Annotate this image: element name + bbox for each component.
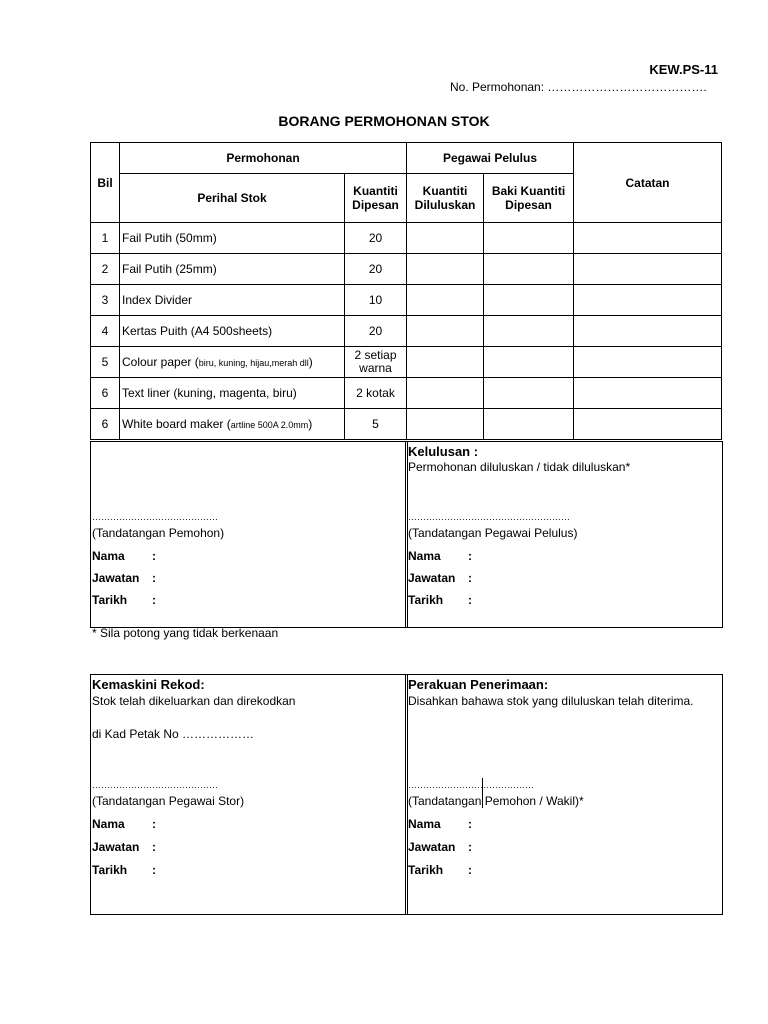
row-approved-qty[interactable]: [407, 378, 484, 409]
stock-table: [90, 142, 722, 440]
row-qty: 5: [345, 409, 407, 440]
row-bil: 3: [91, 285, 120, 316]
colon: :: [152, 593, 156, 607]
header-perihal-stok: Perihal Stok: [120, 174, 345, 223]
recipient-nama-label: Nama: [408, 817, 441, 831]
row-balance-qty[interactable]: [484, 285, 574, 316]
form-title: BORANG PERMOHONAN STOK: [278, 113, 490, 129]
header-baki-kuantiti: Baki Kuantiti Dipesan: [484, 174, 574, 223]
row-item: [120, 409, 345, 440]
row-approved-qty[interactable]: [407, 409, 484, 440]
request-number: No. Permohonan: ………………………………….: [450, 80, 707, 94]
colon: :: [468, 593, 472, 607]
header-permohonan: Permohonan: [120, 143, 407, 174]
row-approved-qty[interactable]: [407, 223, 484, 254]
table-row: [91, 409, 722, 440]
row-item: [120, 223, 345, 254]
applicant-tarikh-label: Tarikh: [92, 593, 128, 607]
colon: :: [468, 840, 472, 854]
row-bil: 6: [91, 378, 120, 409]
store-officer-signature-label: (Tandatangan Pegawai Stor): [92, 794, 245, 808]
item-text: Fail Putih (50mm): [122, 231, 217, 245]
row-qty: 2 setiap warna: [345, 347, 407, 378]
store-officer-signature-line: ……………………………………: [92, 780, 218, 790]
row-qty: 20: [345, 254, 407, 285]
recipient-tarikh-label: Tarikh: [408, 863, 444, 877]
row-remarks[interactable]: [574, 378, 722, 409]
applicant-signature-line: ……………………………………: [92, 512, 218, 522]
item-text: Text liner (kuning, magenta, biru): [122, 386, 297, 400]
header-pegawai-pelulus: Pegawai Pelulus: [407, 143, 574, 174]
row-item: [120, 285, 345, 316]
row-remarks[interactable]: [574, 316, 722, 347]
table-row: [91, 316, 722, 347]
row-qty: 2 kotak: [345, 378, 407, 409]
applicant-nama-label: Nama: [92, 549, 125, 563]
colon: :: [468, 571, 472, 585]
table-row: [91, 378, 722, 409]
item-close: ): [308, 355, 313, 369]
row-remarks[interactable]: [574, 285, 722, 316]
colon: :: [468, 863, 472, 877]
row-balance-qty[interactable]: [484, 409, 574, 440]
row-balance-qty[interactable]: [484, 378, 574, 409]
header-bil: Bil: [91, 143, 120, 223]
approver-jawatan-label: Jawatan: [408, 571, 456, 585]
row-item: [120, 254, 345, 285]
approver-signature-line: ………………………………………………: [408, 512, 570, 522]
approver-tarikh-label: Tarikh: [408, 593, 444, 607]
table-row: [91, 254, 722, 285]
row-approved-qty[interactable]: [407, 316, 484, 347]
row-approved-qty[interactable]: [407, 285, 484, 316]
store-nama-label: Nama: [92, 817, 125, 831]
receipt-heading: Perakuan Penerimaan:: [408, 677, 549, 692]
colon: :: [152, 840, 156, 854]
header-kuantiti-diluluskan: Kuantiti Diluluskan: [407, 174, 484, 223]
colon: :: [152, 863, 156, 877]
applicant-jawatan-label: Jawatan: [92, 571, 140, 585]
row-remarks[interactable]: [574, 409, 722, 440]
store-jawatan-label: Jawatan: [92, 840, 140, 854]
table-row: [91, 285, 722, 316]
row-bil: 5: [91, 347, 120, 378]
record-text: Stok telah dikeluarkan dan direkodkan: [92, 694, 296, 708]
colon: :: [152, 571, 156, 585]
row-remarks[interactable]: [574, 254, 722, 285]
item-text: Colour paper (: [122, 355, 199, 369]
row-approved-qty[interactable]: [407, 347, 484, 378]
item-detail: biru, kuning, hijau,merah dll: [198, 358, 309, 368]
footnote: * Sila potong yang tidak berkenaan: [92, 626, 279, 640]
row-remarks[interactable]: [574, 223, 722, 254]
row-bil: 2: [91, 254, 120, 285]
row-balance-qty[interactable]: [484, 223, 574, 254]
row-balance-qty[interactable]: [484, 254, 574, 285]
item-detail: artline 500A 2.0mm: [230, 420, 309, 430]
applicant-signature-label: (Tandatangan Pemohon): [92, 526, 225, 540]
row-remarks[interactable]: [574, 347, 722, 378]
recipient-signature-line: ……………………………………: [408, 780, 534, 790]
row-balance-qty[interactable]: [484, 347, 574, 378]
row-qty: 10: [345, 285, 407, 316]
colon: :: [468, 817, 472, 831]
row-approved-qty[interactable]: [407, 254, 484, 285]
header-catatan: Catatan: [574, 143, 722, 223]
colon: :: [152, 549, 156, 563]
approval-text: Permohonan diluluskan / tidak diluluskan*: [408, 460, 631, 474]
form-code: KEW.PS-11: [649, 62, 718, 77]
approver-nama-label: Nama: [408, 549, 441, 563]
approver-signature-label: (Tandatangan Pegawai Pelulus): [408, 526, 578, 540]
row-item: [120, 378, 345, 409]
store-tarikh-label: Tarikh: [92, 863, 128, 877]
row-bil: 6: [91, 409, 120, 440]
row-qty: 20: [345, 316, 407, 347]
row-qty: 20: [345, 223, 407, 254]
item-text: Fail Putih (25mm): [122, 262, 217, 276]
row-item: [120, 316, 345, 347]
item-text: Kertas Puith (A4 500sheets): [122, 324, 273, 338]
colon: :: [468, 549, 472, 563]
card-number-text: di Kad Petak No ………………: [92, 727, 255, 741]
approval-heading: Kelulusan :: [408, 444, 479, 459]
receipt-text: Disahkan bahawa stok yang diluluskan telah diterima.: [408, 694, 694, 708]
recipient-jawatan-label: Jawatan: [408, 840, 456, 854]
colon: :: [152, 817, 156, 831]
row-item: [120, 347, 345, 378]
row-balance-qty[interactable]: [484, 316, 574, 347]
recipient-signature-label: (Tandatangan Pemohon / Wakil)*: [408, 794, 584, 808]
header-kuantiti-dipesan: Kuantiti Dipesan: [345, 174, 407, 223]
table-row: [91, 347, 722, 378]
record-heading: Kemaskini Rekod:: [92, 677, 205, 692]
item-close: ): [308, 417, 313, 431]
table-row: [91, 223, 722, 254]
row-bil: 4: [91, 316, 120, 347]
item-text: Index Divider: [122, 293, 193, 307]
item-text: White board maker (: [122, 417, 231, 431]
row-bil: 1: [91, 223, 120, 254]
